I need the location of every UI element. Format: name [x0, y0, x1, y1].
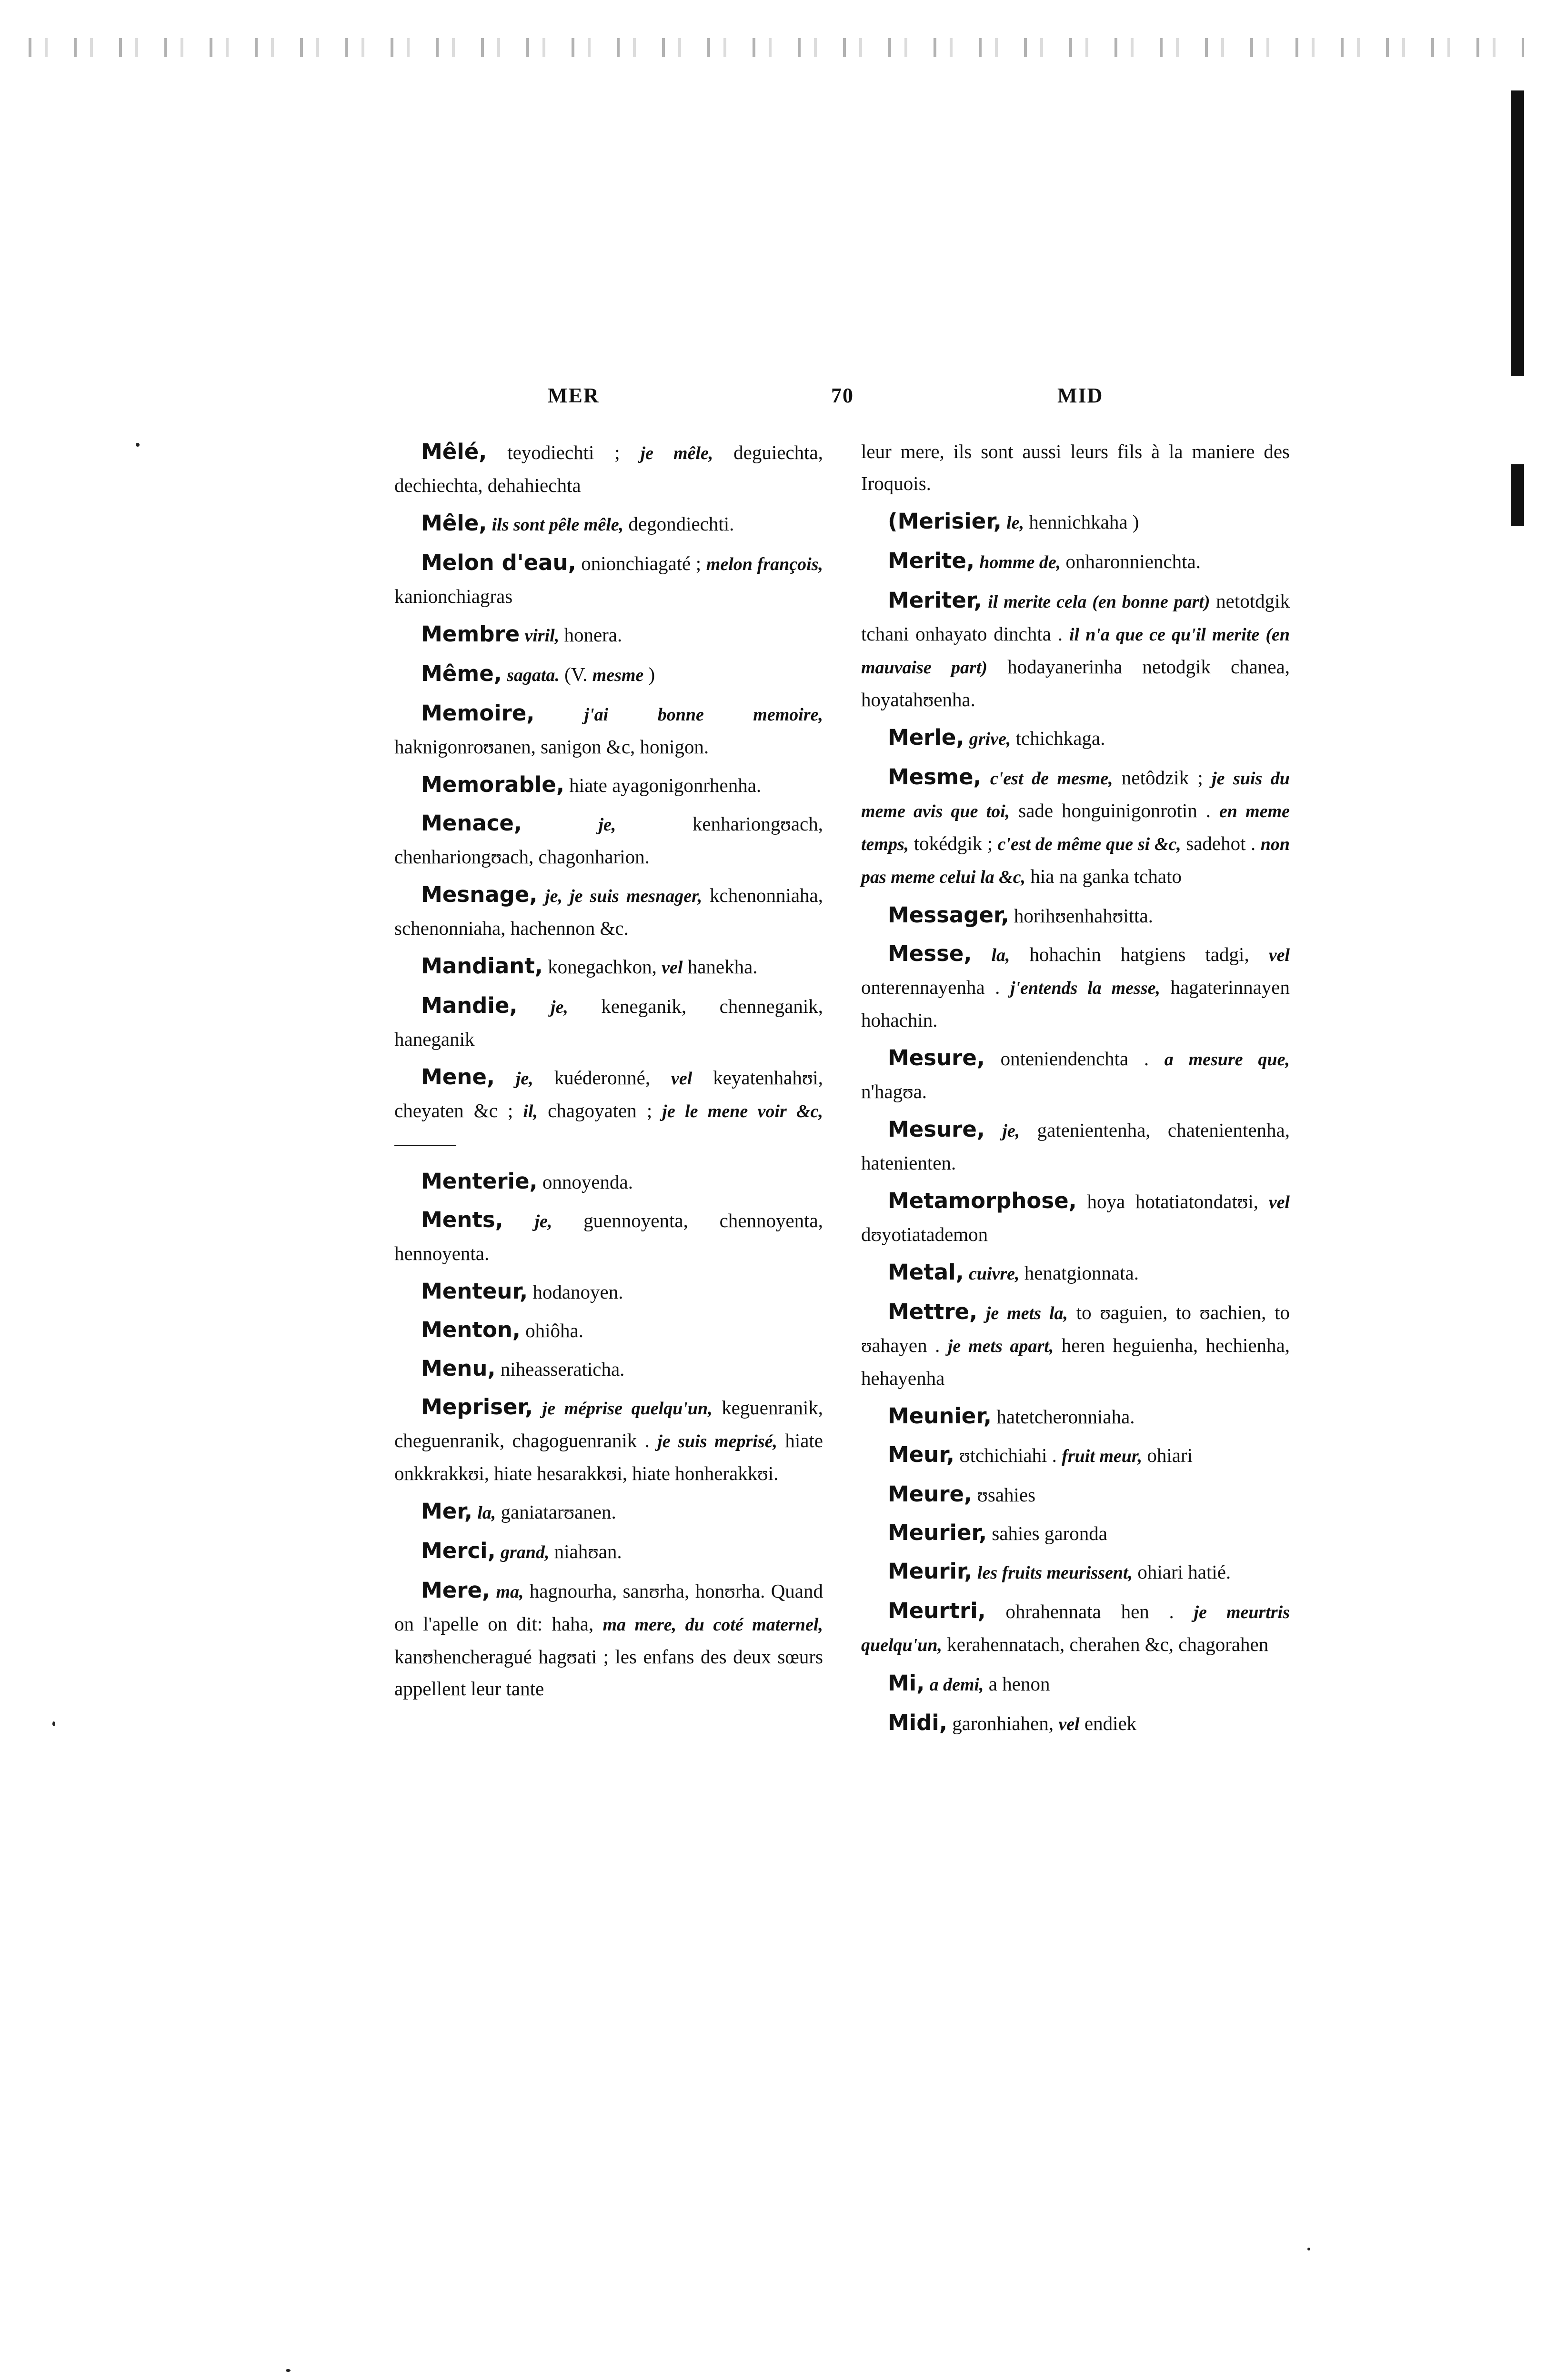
dictionary-entry — [861, 1595, 1290, 1661]
entry-text: gatenientenha, chatenientenha, hatenienten. — [861, 1119, 1290, 1174]
dictionary-entry — [394, 1574, 823, 1705]
entry-text: ʊsahies — [972, 1484, 1036, 1506]
entry-french-gloss: vel — [662, 958, 683, 978]
entry-text: onteniendenchta . — [984, 1048, 1165, 1070]
entry-text: hohachin hatgiens tadgi, — [1010, 943, 1269, 965]
entry-headword: Mandie, — [421, 993, 518, 1018]
entry-text: ohiari hatié. — [1133, 1561, 1231, 1583]
entry-french-gloss: je, — [515, 1069, 533, 1089]
entry-text: kenhariongʊach, chenhariongʊach, chagonharion. — [394, 813, 823, 868]
dictionary-entry — [861, 1256, 1290, 1290]
entry-text: to ʊaguien, to ʊachien, to ʊahayen . — [861, 1301, 1290, 1356]
entry-text: (V. — [559, 663, 592, 685]
entry-french-gloss: la, — [477, 1503, 496, 1523]
entry-text: keneganik, chenneganik, haneganik — [394, 995, 823, 1050]
entry-headword: Meurier, — [888, 1520, 987, 1545]
dictionary-entry — [394, 990, 823, 1055]
entry-text — [502, 663, 507, 685]
entry-text: netôdzik ; — [1113, 767, 1212, 789]
entry-headword: Metal, — [888, 1260, 964, 1285]
entry-headword: Meur, — [888, 1442, 955, 1467]
entry-text: hatetcheronniaha. — [992, 1406, 1135, 1428]
entry-text: heren heguienha, hechienha, hehayenha — [861, 1334, 1290, 1389]
entry-headword: Mandiant, — [421, 953, 543, 979]
entry-headword: Menteur, — [421, 1279, 528, 1304]
entry-text — [924, 1673, 929, 1695]
entry-headword: Mene, — [421, 1064, 495, 1090]
entry-headword: Menu, — [421, 1356, 496, 1381]
entry-text: sadehot . — [1181, 832, 1261, 854]
dictionary-entry — [861, 584, 1290, 716]
dictionary-entry — [861, 761, 1290, 893]
dictionary-entry — [861, 938, 1290, 1036]
entry-french-gloss: vel — [1268, 1192, 1290, 1212]
entry-headword: Mesure, — [888, 1045, 985, 1070]
entry-text: leur mere, ils sont aussi leurs fils à la maniere des Iroquois. — [861, 440, 1290, 494]
entry-text — [985, 1119, 1002, 1141]
entry-headword: Mi, — [888, 1670, 925, 1696]
entry-headword: Melon d'eau, — [421, 550, 576, 575]
entry-text: keyatenhahʊi, cheyaten &c ; — [394, 1067, 823, 1121]
page-number: 70 — [831, 384, 854, 407]
dictionary-entry — [861, 899, 1290, 932]
dictionary-entry — [861, 1185, 1290, 1250]
dictionary-entry — [394, 1061, 823, 1160]
entry-french-gloss: grand, — [500, 1542, 550, 1562]
scan-speck — [1307, 2248, 1310, 2250]
entry-text: n'hagʊa. — [861, 1080, 927, 1102]
entry-french-gloss: je méprise quelqu'un, — [542, 1399, 713, 1419]
entry-text — [982, 590, 988, 612]
entry-text — [964, 727, 969, 749]
dictionary-entry — [861, 1042, 1290, 1108]
entry-text: ʊtchichiahi . — [954, 1444, 1062, 1466]
entry-headword: Meunier, — [888, 1403, 992, 1429]
running-head-right: MID — [1057, 384, 1104, 407]
entry-french-gloss: c'est de même que si &c, — [997, 834, 1181, 854]
entry-text: endiek — [1079, 1712, 1137, 1734]
entry-text — [973, 1561, 977, 1583]
entry-text — [490, 1580, 496, 1602]
dictionary-entry — [861, 1400, 1290, 1433]
entry-french-gloss: il merite cela (en bonne part) — [988, 592, 1210, 612]
entry-french-gloss: je mets la, — [985, 1303, 1068, 1323]
entry-headword: Mêle, — [421, 510, 487, 536]
entry-text: ohiari — [1142, 1444, 1193, 1466]
entry-french-gloss: il n'a que ce qu'il merite (en mauvaise part) — [861, 625, 1290, 678]
entry-text: sahies garonda — [987, 1522, 1107, 1544]
dictionary-entry — [394, 769, 823, 801]
entry-headword: Meure, — [888, 1481, 973, 1507]
entry-french-gloss: vel — [1268, 945, 1290, 965]
entry-text: a henon — [984, 1673, 1050, 1695]
entry-french-gloss: cuivre, — [968, 1264, 1020, 1284]
entry-text: tokédgik ; — [909, 832, 998, 854]
entry-text: horihʊenhahʊitta. — [1009, 905, 1153, 927]
dictionary-entry — [861, 1439, 1290, 1472]
entry-text — [537, 884, 545, 906]
entry-text: henatgionnata. — [1019, 1262, 1139, 1284]
entry-text: hagnourha, sanʊrha, honʊrha. Quand on l'apelle on dit: haha, — [394, 1580, 823, 1635]
entry-headword: Merci, — [421, 1538, 496, 1563]
entry-french-gloss: j'entends la messe, — [1010, 978, 1160, 998]
entry-text: hiate onkkrakkʊi, hiate hesarakkʊi, hiate honherakkʊi. — [394, 1430, 823, 1484]
dictionary-entry — [394, 1275, 823, 1308]
entry-text — [982, 767, 990, 789]
entry-text: haknigonroʊanen, sanigon &c, honigon. — [394, 736, 709, 758]
entry-french-gloss: mesme — [592, 665, 644, 685]
entry-text — [495, 1067, 516, 1089]
entry-text: kerahennatach, cherahen &c, chagorahen — [942, 1633, 1269, 1655]
entry-headword: Messe, — [888, 941, 972, 966]
entry-text: kuéderonné, — [533, 1067, 672, 1089]
entry-text: dʊyotiatademon — [861, 1223, 988, 1245]
dictionary-entry — [861, 1113, 1290, 1179]
entry-headword: Mer, — [421, 1499, 472, 1524]
dictionary-entry — [861, 721, 1290, 755]
entry-french-gloss: melon françois, — [706, 554, 823, 574]
entry-text: degondiechti. — [623, 513, 734, 535]
dictionary-entry — [394, 1314, 823, 1347]
entry-french-gloss: c'est de mesme, — [990, 769, 1113, 789]
dictionary-entry — [394, 1495, 823, 1529]
entry-text — [974, 550, 979, 572]
entry-text — [977, 1301, 986, 1323]
entry-french-gloss: je mets apart, — [947, 1336, 1054, 1356]
entry-text — [472, 1501, 477, 1523]
entry-headword: Ments, — [421, 1207, 503, 1232]
entry-text: ohrahennata hen . — [985, 1600, 1194, 1622]
dictionary-entry — [394, 807, 823, 873]
entry-text: hodayanerinha netodgik chanea, hoyatahʊenha. — [861, 656, 1290, 710]
entry-headword: Memorable, — [421, 772, 564, 797]
entry-headword: Mêlé, — [421, 439, 487, 464]
entry-headword: Messager, — [888, 902, 1009, 928]
entry-french-gloss: je mêle, — [640, 443, 713, 463]
entry-headword: Meurir, — [888, 1559, 973, 1584]
entry-french-gloss: la, — [991, 945, 1010, 965]
dictionary-entry — [861, 436, 1290, 500]
dictionary-entry — [861, 1667, 1290, 1701]
entry-text: honera. — [559, 624, 622, 646]
dictionary-entry — [394, 950, 823, 984]
entry-french-gloss: ma mere, du coté maternel, — [602, 1615, 823, 1635]
entry-text: guennoyenta, chennoyenta, hennoyenta. — [394, 1210, 823, 1264]
entry-headword: Midi, — [888, 1710, 947, 1735]
entry-text — [522, 813, 598, 835]
entry-text — [517, 995, 550, 1017]
entry-french-gloss: ils sont pêle mêle, — [492, 515, 624, 535]
dictionary-entry — [394, 658, 823, 691]
entry-text: netotdgik tchani onhayato dinchta . — [861, 590, 1290, 645]
entry-headword: Meurtri, — [888, 1598, 986, 1623]
entry-headword: Mere, — [421, 1578, 491, 1603]
entry-text: hiate ayagonigonrhenha. — [564, 774, 762, 796]
entry-french-gloss: homme de, — [979, 552, 1061, 572]
entry-french-gloss: je, — [550, 997, 568, 1017]
dictionary-entry — [394, 697, 823, 763]
entry-french-gloss: j'ai bonne memoire, — [584, 705, 823, 725]
entry-text: ganiatarʊanen. — [496, 1501, 616, 1523]
entry-french-gloss: je, — [534, 1211, 552, 1231]
entry-headword: Menterie, — [421, 1169, 538, 1194]
dictionary-entry — [861, 1478, 1290, 1511]
entry-french-gloss: je, — [1002, 1121, 1020, 1141]
dictionary-entry — [861, 545, 1290, 579]
entry-french-gloss: je meurtris quelqu'un, — [861, 1602, 1290, 1655]
right-column — [861, 436, 1290, 1746]
entry-text: kchenonniaha, schenonniaha, hachennon &c. — [394, 884, 823, 939]
entry-french-gloss: ma, — [496, 1582, 524, 1602]
entry-text: onterennayenha . — [861, 976, 1010, 998]
dash-rule — [394, 1145, 456, 1146]
entry-french-gloss: non pas meme celui la &c, — [861, 834, 1290, 887]
dictionary-entry — [861, 1296, 1290, 1394]
entry-french-gloss: je suis du meme avis que toi, — [861, 769, 1290, 821]
dictionary-entry — [394, 1165, 823, 1198]
entry-headword: Membre — [421, 621, 520, 647]
entry-text — [1002, 511, 1006, 533]
entry-text: niahʊan. — [549, 1540, 622, 1562]
entry-headword: Mesure, — [888, 1117, 985, 1142]
entry-french-gloss: je, — [598, 815, 616, 835]
entry-text — [496, 1540, 501, 1562]
entry-text — [487, 513, 492, 535]
entry-text — [533, 1397, 542, 1419]
entry-headword: Même, — [421, 661, 502, 686]
entry-text: onnoyenda. — [537, 1171, 633, 1193]
entry-text: tchichkaga. — [1011, 727, 1105, 749]
entry-french-gloss: fruit meur, — [1062, 1446, 1143, 1466]
entry-headword: Menace, — [421, 810, 522, 836]
dictionary-entry — [394, 1352, 823, 1385]
entry-text: ohiôha. — [520, 1320, 583, 1341]
left-column — [394, 436, 823, 1710]
dictionary-entry — [861, 1517, 1290, 1550]
entry-text — [964, 1262, 969, 1284]
entry-headword: Menton, — [421, 1317, 521, 1342]
entry-headword: (Merisier, — [888, 509, 1002, 534]
entry-french-gloss: vel — [671, 1069, 693, 1089]
running-head-left: MER — [548, 384, 600, 407]
entry-text: hennichkaha ) — [1024, 511, 1139, 533]
dictionary-entry — [861, 505, 1290, 539]
entry-french-gloss: a mesure que, — [1164, 1050, 1290, 1070]
entry-text: hagaterinnayen hohachin. — [861, 976, 1290, 1031]
dictionary-entry — [394, 1204, 823, 1270]
dictionary-entry — [394, 618, 823, 652]
dictionary-entry — [394, 507, 823, 541]
entry-french-gloss: viril, — [524, 626, 560, 646]
entry-french-gloss: sagata. — [507, 665, 560, 685]
entry-headword: Mesnage, — [421, 882, 538, 907]
scan-edge-noise — [29, 38, 1524, 57]
entry-headword: Mepriser, — [421, 1394, 533, 1420]
entry-french-gloss: les fruits meurissent, — [977, 1563, 1133, 1583]
entry-french-gloss: je le mene voir &c, — [662, 1101, 823, 1121]
entry-text — [534, 703, 584, 725]
entry-french-gloss: le, — [1006, 513, 1024, 533]
entry-text: onionchiagaté ; — [576, 552, 706, 574]
scan-margin-bar — [1511, 90, 1524, 376]
dictionary-entry — [394, 1535, 823, 1569]
scan-speck — [286, 2369, 291, 2372]
entry-text: hia na ganka tchato — [1025, 865, 1182, 887]
scan-speck — [136, 443, 140, 447]
entry-text — [503, 1210, 535, 1231]
entry-headword: Metamorphose, — [888, 1188, 1077, 1213]
dictionary-entry — [394, 879, 823, 944]
entry-headword: Merle, — [888, 725, 964, 750]
entry-text: konegachkon, — [542, 956, 662, 978]
entry-headword: Merite, — [888, 548, 975, 573]
entry-headword: Mesme, — [888, 764, 982, 790]
entry-text — [972, 943, 991, 965]
entry-text: niheasseraticha. — [495, 1358, 625, 1380]
entry-headword: Meriter, — [888, 588, 982, 613]
entry-french-gloss: en meme temps, — [861, 801, 1290, 854]
entry-french-gloss: il, — [523, 1101, 538, 1121]
entry-text: hoya hotatiatondatʊi, — [1076, 1190, 1269, 1212]
dictionary-entry — [394, 547, 823, 612]
entry-text: kanʊhencheragué hagʊati ; les enfans des deux sœurs appellent leur tante — [394, 1646, 823, 1700]
entry-french-gloss: vel — [1058, 1714, 1080, 1734]
entry-text: chagoyaten ; — [538, 1100, 663, 1121]
dictionary-entry — [861, 1555, 1290, 1589]
entry-french-gloss: je, je suis mesnager, — [545, 886, 703, 906]
entry-text: keguenranik, cheguenranik, chagoguenranik . — [394, 1397, 823, 1451]
entry-text: teyodiechti ; — [487, 441, 641, 463]
scan-speck — [52, 1721, 55, 1726]
entry-text: onharonnienchta. — [1061, 550, 1201, 572]
entry-french-gloss: je suis meprisé, — [657, 1431, 777, 1451]
entry-text: ) — [643, 663, 655, 685]
entry-text — [520, 624, 524, 646]
entry-text: sade honguinigonrotin . — [1010, 800, 1219, 821]
entry-french-gloss: grive, — [969, 729, 1011, 749]
dictionary-entry — [861, 1707, 1290, 1740]
entry-text: hodanoyen. — [528, 1281, 623, 1303]
dictionary-entry — [394, 1391, 823, 1490]
entry-french-gloss: a demi, — [929, 1675, 984, 1695]
entry-text: hanekha. — [683, 956, 758, 978]
entry-text: deguiechta, dechiechta, dehahiechta — [394, 441, 823, 496]
entry-headword: Memoire, — [421, 700, 535, 726]
dictionary-entry — [394, 436, 823, 501]
scan-margin-bar — [1511, 464, 1524, 526]
entry-headword: Mettre, — [888, 1299, 978, 1324]
entry-text: kanionchiagras — [394, 585, 513, 607]
entry-text: garonhiahen, — [947, 1712, 1059, 1734]
